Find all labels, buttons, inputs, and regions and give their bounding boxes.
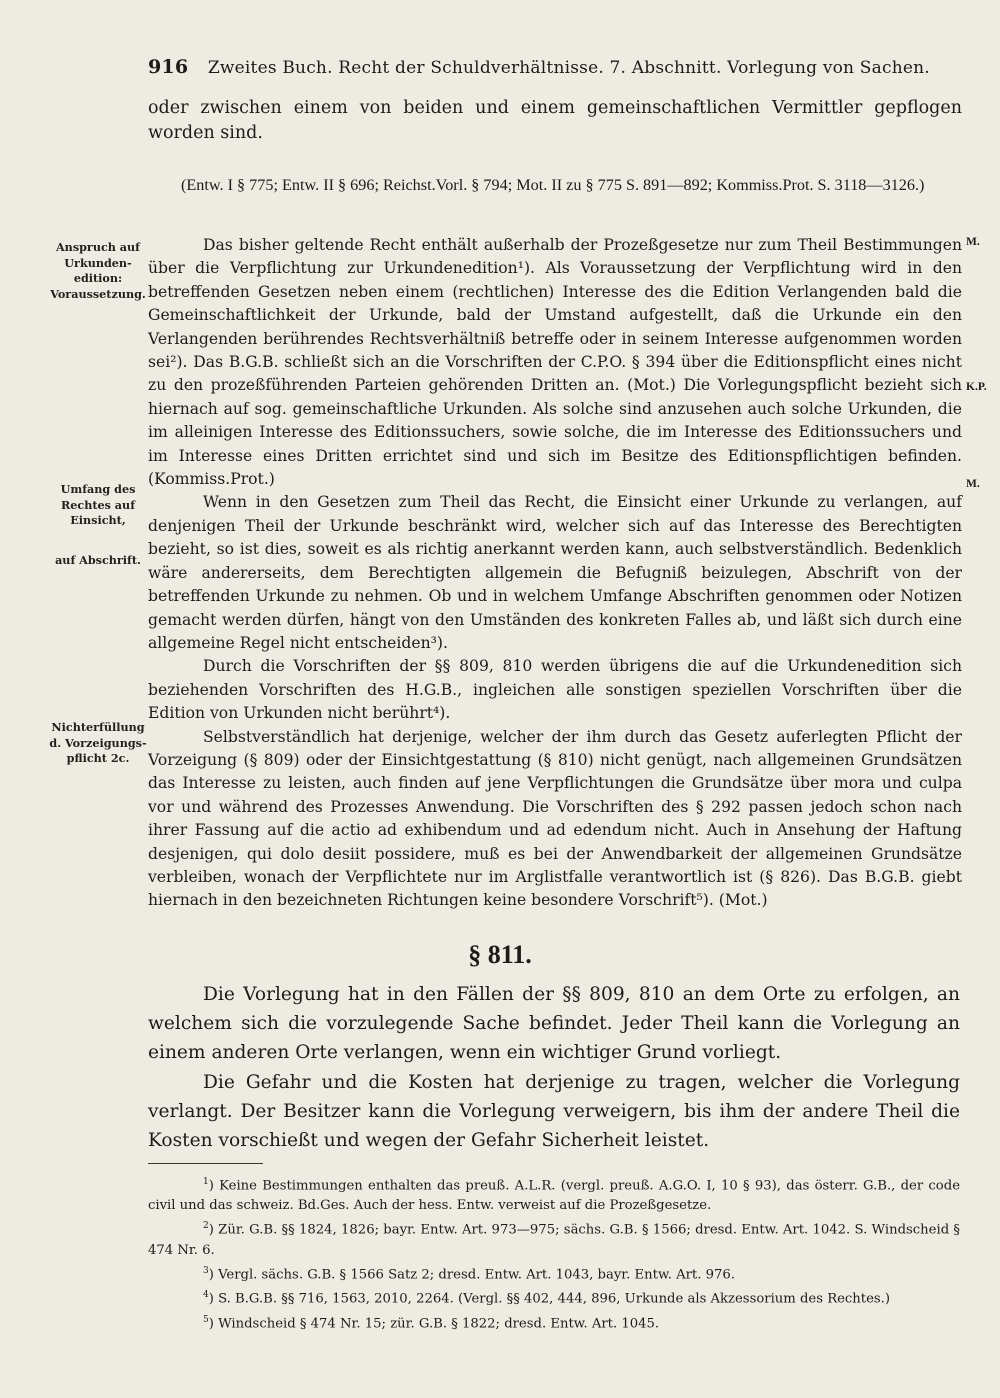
references-paragraph: (Entw. I § 775; Entw. II § 696; Reichst.Vorl. § 794; Mot. II zu § 775 S. 891—892; Kommiss.Prot. S. 3118—3126.)	[181, 176, 925, 194]
margin-note-nichterfuellung: Nichterfüllung d. Vorzeigungs-pflicht 2c.	[49, 720, 147, 765]
footnote-marker: 5	[203, 1314, 209, 1325]
footnote-marker: 4	[203, 1290, 209, 1301]
continuation-paragraph: oder zwischen einem von beiden und einem gemeinschaftlichen Vermittler gepflogen worden sind.	[148, 98, 962, 143]
right-mark-m: M.	[966, 236, 980, 248]
footnote: $^3$) Vergl. sächs. G.B. § 1566 Satz 2; dresd. Entw. Art. 1043, bayr. Entw. Art. 976.	[203, 1265, 735, 1283]
running-header	[148, 56, 968, 78]
right-mark-kp: K.P.	[966, 381, 987, 393]
margin-note-abschrift: auf Abschrift.	[55, 553, 141, 567]
statute-paragraph-1: Die Vorlegung hat in den Fällen der §§ 809, 810 an dem Orte zu erfolgen, an welchem sich die vorzulegende Sache befindet. Jeder Theil kann die Vorlegung an einem anderen Orte verlangen, wenn ein wichtiger Grund vorliegt.	[148, 984, 960, 1064]
footnote-text: Keine Bestimmungen enthalten das preuß. A.L.R. (vergl. preuß. A.G.O. I, 10 § 93), das österr. G.B., der code civil und das schweiz. Bd.Ges. Auch der hess. Entw. verweist auf die Prozeßgesetze.	[148, 1178, 960, 1214]
footnote-text: Windscheid § 474 Nr. 15; zür. G.B. § 1822; dresd. Entw. Art. 1045.	[218, 1315, 660, 1331]
footnote-marker: 2	[203, 1221, 209, 1232]
paragraph-umfang: Wenn in den Gesetzen zum Theil das Recht, die Einsicht einer Urkunde zu verlangen, auf denjenigen Theil der Urkunde beschränkt wird, welcher sich auf das Interesse des Berechtigten bezieht, so ist dies, soweit es als richtig anerkannt werden kann, auch selbstverständlich. Bedenklich wäre andererseits, dem Berechtigten allgemein die Befugniß beizulegen, Abschrift von der betreffenden Urkunde zu nehmen. Ob und in welchem Umfange Abschriften genommen oder Notizen gemacht werden dürfen, hängt von den Umständen des konkreten Falles ab, und läßt sich durch eine allgemeine Regel nicht entscheiden³).	[148, 493, 962, 652]
footnote-text: Zür. G.B. §§ 1824, 1826; bayr. Entw. Art. 973—975; sächs. G.B. § 1566; dresd. Entw. Art. 1042. S. Windscheid § 474 Nr. 6.	[148, 1222, 960, 1258]
paragraph-nichterfuellung: Selbstverständlich hat derjenige, welcher der ihm durch das Gesetz auferlegten Pflicht der Vorzeigung (§ 809) oder der Einsichtgestattung (§ 810) nicht genügt, nach allgemeinen Grundsätzen das Interesse zu leisten, auch finden auf jene Verpflichtungen die Grundsätze über mora und culpa vor und während des Prozesses Anwendung. Die Vorschriften des § 292 passen jedoch schon nach ihrer Fassung auf die actio ad exhibendum und ad edendum nicht. Auch in Ansehung der Haftung desjenigen, qui dolo desiit possidere, muß es bei der Anwendbarkeit der allgemeinen Grundsätze verbleiben, wonach der Verpflichtete nur im Arglistfalle verantwortlich ist (§ 826). Das B.G.B. giebt hiernach in den bezeichneten Richtungen keine besondere Vorschrift⁵). (Mot.)	[148, 727, 962, 910]
section-heading: § 811.	[468, 940, 532, 969]
footnote: $^2$) Zür. G.B. §§ 1824, 1826; bayr. Entw. Art. 973—975; sächs. G.B. § 1566; dresd. Entw. Art. 1042. S. Windscheid § 474 Nr. 6.	[148, 1221, 960, 1258]
footnotes	[148, 1172, 960, 1334]
commentary-body	[148, 234, 962, 913]
paragraph-hgb: Durch die Vorschriften der §§ 809, 810 werden übrigens die auf die Urkundenedition sich beziehenden Vorschriften des H.G.B., ingleichen alle sonstigen speziellen Vorschriften über die Edition von Urkunden nicht berührt⁴).	[148, 657, 962, 723]
right-mark-m-2: M.	[966, 478, 980, 490]
footnote: $^4$) S. B.G.B. §§ 716, 1563, 2010, 2264. (Vergl. §§ 402, 444, 896, Urkunde als Akzessorium des Rechtes.)	[203, 1290, 891, 1307]
footnote-text: Vergl. sächs. G.B. § 1566 Satz 2; dresd. Entw. Art. 1043, bayr. Entw. Art. 976.	[218, 1267, 735, 1283]
statute-text	[148, 980, 960, 1155]
footnote-marker: 1	[203, 1177, 209, 1187]
running-title: Zweites Buch. Recht der Schuldverhältnisse. 7. Abschnitt. Vorlegung von Sachen.	[207, 58, 930, 78]
continuation-text	[148, 96, 962, 146]
footnote: $^1$) Keine Bestimmungen enthalten das preuß. A.L.R. (vergl. preuß. A.G.O. I, 10 § 93), das österr. G.B., der code civil und das schweiz. Bd.Ges. Auch der hess. Entw. verweist auf die Prozeßgesetze.	[148, 1177, 960, 1214]
source-references	[181, 174, 961, 197]
page-number: 916	[148, 56, 189, 78]
paragraph-editionspflicht: Das bisher geltende Recht enthält außerhalb der Prozeßgesetze nur zum Theil Bestimmungen über die Verpflichtung zur Urkundenedition¹). Als Voraussetzung der Verpflichtung wird in den betreffenden Gesetzen neben einem (rechtlichen) Interesse des die Edition Verlangenden bald die Gemeinschaftlichkeit der Urkunde, bald der Umstand aufgestellt, daß die Urkunde ein den Verlangenden berührendes Rechtsverhältniß betreffe oder in seinem Interesse aufgenommen worden sei²). Das B.G.B. schließt sich an die Vorschriften der C.P.O. § 394 über die Editionspflicht eines nicht zu den prozeßführenden Parteien gehörenden Dritten an. (Mot.) Die Vorlegungspflicht bezieht sich hiernach auf sog. gemeinschaftliche Urkunden. Als solche sind anzusehen auch solche Urkunden, die im alleinigen Interesse des Editionssuchers, sowie solche, die im Interesse des Editionssuchers und im Interesse eines Dritten errichtet sind und sich im Besitze des Editionspflichtigen befinden. (Kommiss.Prot.)	[148, 236, 962, 489]
footnote-text: S. B.G.B. §§ 716, 1563, 2010, 2264. (Vergl. §§ 402, 444, 896, Urkunde als Akzessorium des Rechtes.)	[218, 1291, 891, 1307]
margin-note-umfang: Umfang des Rechtes auf Einsicht,	[60, 482, 136, 527]
margin-note-anspruch: Anspruch auf Urkunden-edition: Voraussetzung.	[50, 240, 146, 301]
statute-paragraph-2: Die Gefahr und die Kosten hat derjenige zu tragen, welcher die Vorlegung verlangt. Der Besitzer kann die Vorlegung verweigern, bis ihm der andere Theil die Kosten vorschießt und wegen der Gefahr Sicherheit leistet.	[148, 1071, 960, 1152]
footnote-rule	[148, 1163, 263, 1164]
footnote: $^5$) Windscheid § 474 Nr. 15; zür. G.B. § 1822; dresd. Entw. Art. 1045.	[203, 1314, 660, 1331]
footnote-marker: 3	[203, 1265, 209, 1276]
